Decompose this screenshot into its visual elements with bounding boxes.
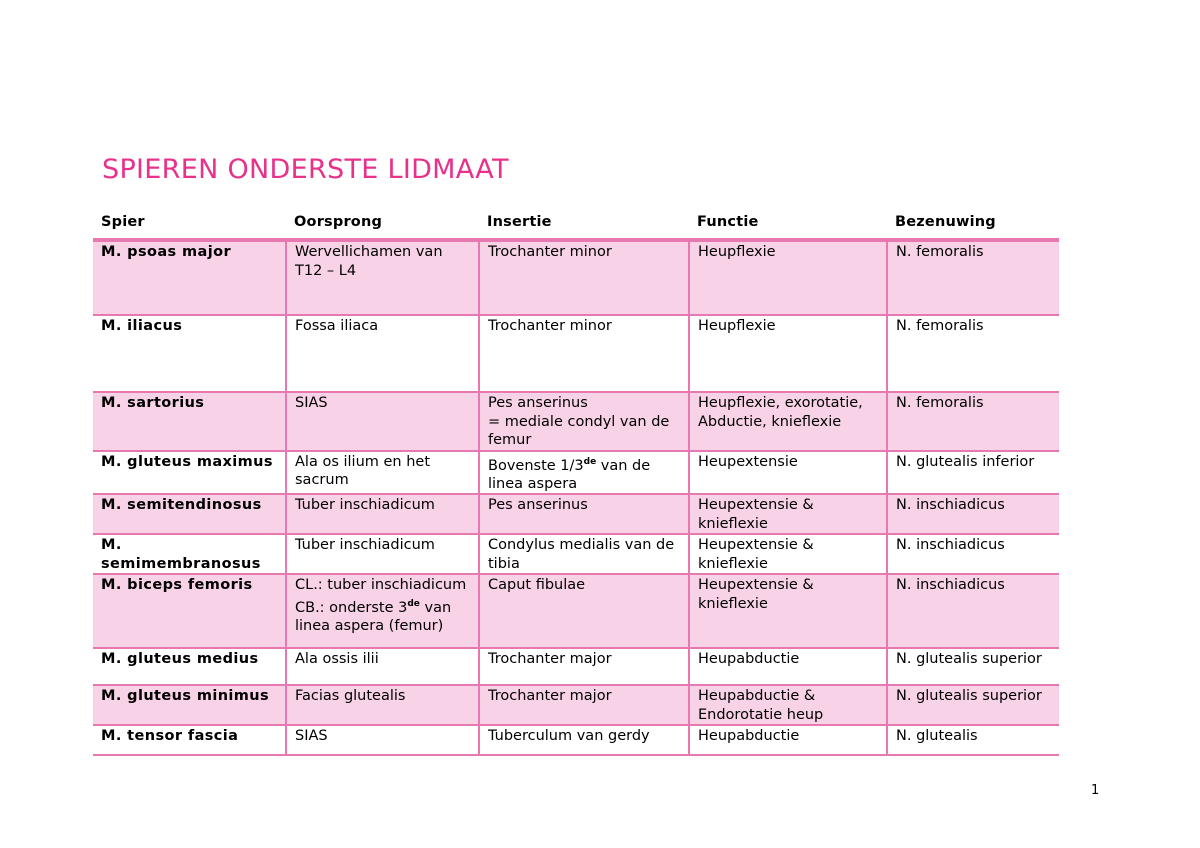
cell-functie: Heupextensie & knieflexie bbox=[689, 494, 887, 534]
cell-spier: M. psoas major bbox=[93, 240, 286, 315]
cell-oorsprong: Tuber inschiadicum bbox=[286, 534, 479, 574]
table-row bbox=[93, 315, 1059, 392]
cell-spier: M. semitendinosus bbox=[93, 494, 286, 534]
cell-insertie: Trochanter major bbox=[479, 648, 689, 685]
table-row bbox=[93, 494, 1059, 534]
cell-spier: M. gluteus medius bbox=[93, 648, 286, 685]
table-row bbox=[93, 392, 1059, 451]
page-title: SPIEREN ONDERSTE LIDMAAT bbox=[102, 154, 509, 185]
cell-spier: M. tensor fascia bbox=[93, 725, 286, 755]
table-row bbox=[93, 240, 1059, 315]
cell-bezenuwing: N. glutealis superior bbox=[887, 648, 1059, 685]
cell-functie: Heupflexie bbox=[689, 240, 887, 315]
cell-insertie: Caput fibulae bbox=[479, 574, 689, 648]
ordinal-superscript: de bbox=[407, 598, 420, 609]
cell-functie: Heupextensie bbox=[689, 451, 887, 495]
cell-bezenuwing: N. glutealis superior bbox=[887, 685, 1059, 725]
oorsprong-line: CL.: tuber inschiadicum bbox=[295, 577, 467, 594]
oorsprong-text-part: CB.: onderste 3 bbox=[295, 599, 408, 616]
muscle-table bbox=[93, 206, 1059, 756]
header-oorsprong: Oorsprong bbox=[286, 206, 479, 240]
cell-bezenuwing: N. femoralis bbox=[887, 240, 1059, 315]
cell-insertie bbox=[479, 451, 689, 495]
insertie-text-part: Bovenste 1/3 bbox=[488, 457, 584, 474]
cell-oorsprong: Ala os ilium en het sacrum bbox=[286, 451, 479, 495]
cell-bezenuwing: N. femoralis bbox=[887, 392, 1059, 451]
cell-insertie: Trochanter minor bbox=[479, 315, 689, 392]
cell-spier: M. semimembranosus bbox=[93, 534, 286, 574]
table-row bbox=[93, 574, 1059, 648]
cell-functie: Heupabductie & Endorotatie heup bbox=[689, 685, 887, 725]
insertie-text-part: van de linea aspera bbox=[488, 457, 651, 492]
cell-spier: M. gluteus maximus bbox=[93, 451, 286, 495]
cell-oorsprong bbox=[286, 574, 479, 648]
cell-functie: Heupflexie bbox=[689, 315, 887, 392]
cell-bezenuwing: N. inschiadicus bbox=[887, 494, 1059, 534]
cell-oorsprong: Facias glutealis bbox=[286, 685, 479, 725]
cell-insertie: Trochanter major bbox=[479, 685, 689, 725]
table-row bbox=[93, 648, 1059, 685]
header-insertie: Insertie bbox=[479, 206, 689, 240]
cell-oorsprong: SIAS bbox=[286, 392, 479, 451]
page-number: 1 bbox=[1091, 783, 1100, 798]
cell-spier: M. iliacus bbox=[93, 315, 286, 392]
header-spier: Spier bbox=[93, 206, 286, 240]
cell-functie: Heupextensie & knieflexie bbox=[689, 534, 887, 574]
cell-insertie: Tuberculum van gerdy bbox=[479, 725, 689, 755]
header-functie: Functie bbox=[689, 206, 887, 240]
cell-oorsprong: Ala ossis ilii bbox=[286, 648, 479, 685]
cell-oorsprong: Tuber inschiadicum bbox=[286, 494, 479, 534]
cell-insertie: Condylus medialis van de tibia bbox=[479, 534, 689, 574]
cell-oorsprong: SIAS bbox=[286, 725, 479, 755]
cell-bezenuwing: N. glutealis bbox=[887, 725, 1059, 755]
cell-insertie: Trochanter minor bbox=[479, 240, 689, 315]
cell-bezenuwing: N. femoralis bbox=[887, 315, 1059, 392]
cell-oorsprong: Fossa iliaca bbox=[286, 315, 479, 392]
cell-bezenuwing: N. inschiadicus bbox=[887, 574, 1059, 648]
cell-spier: M. gluteus minimus bbox=[93, 685, 286, 725]
cell-insertie: Pes anserinus = mediale condyl van de femur bbox=[479, 392, 689, 451]
oorsprong-text-part: van linea aspera (femur) bbox=[295, 599, 452, 635]
cell-spier: M. sartorius bbox=[93, 392, 286, 451]
table-row bbox=[93, 451, 1059, 495]
table-row bbox=[93, 725, 1059, 755]
cell-functie: Heupabductie bbox=[689, 725, 887, 755]
cell-functie: Heupabductie bbox=[689, 648, 887, 685]
cell-bezenuwing: N. inschiadicus bbox=[887, 534, 1059, 574]
cell-functie: Heupflexie, exorotatie, Abductie, knieflexie bbox=[689, 392, 887, 451]
cell-oorsprong: Wervellichamen van T12 – L4 bbox=[286, 240, 479, 315]
cell-bezenuwing: N. glutealis inferior bbox=[887, 451, 1059, 495]
cell-insertie: Pes anserinus bbox=[479, 494, 689, 534]
table-row bbox=[93, 685, 1059, 725]
table-header-row bbox=[93, 206, 1059, 240]
header-bezenuwing: Bezenuwing bbox=[887, 206, 1059, 240]
cell-spier: M. biceps femoris bbox=[93, 574, 286, 648]
cell-functie: Heupextensie & knieflexie bbox=[689, 574, 887, 648]
ordinal-superscript: de bbox=[583, 456, 597, 467]
table-row bbox=[93, 534, 1059, 574]
